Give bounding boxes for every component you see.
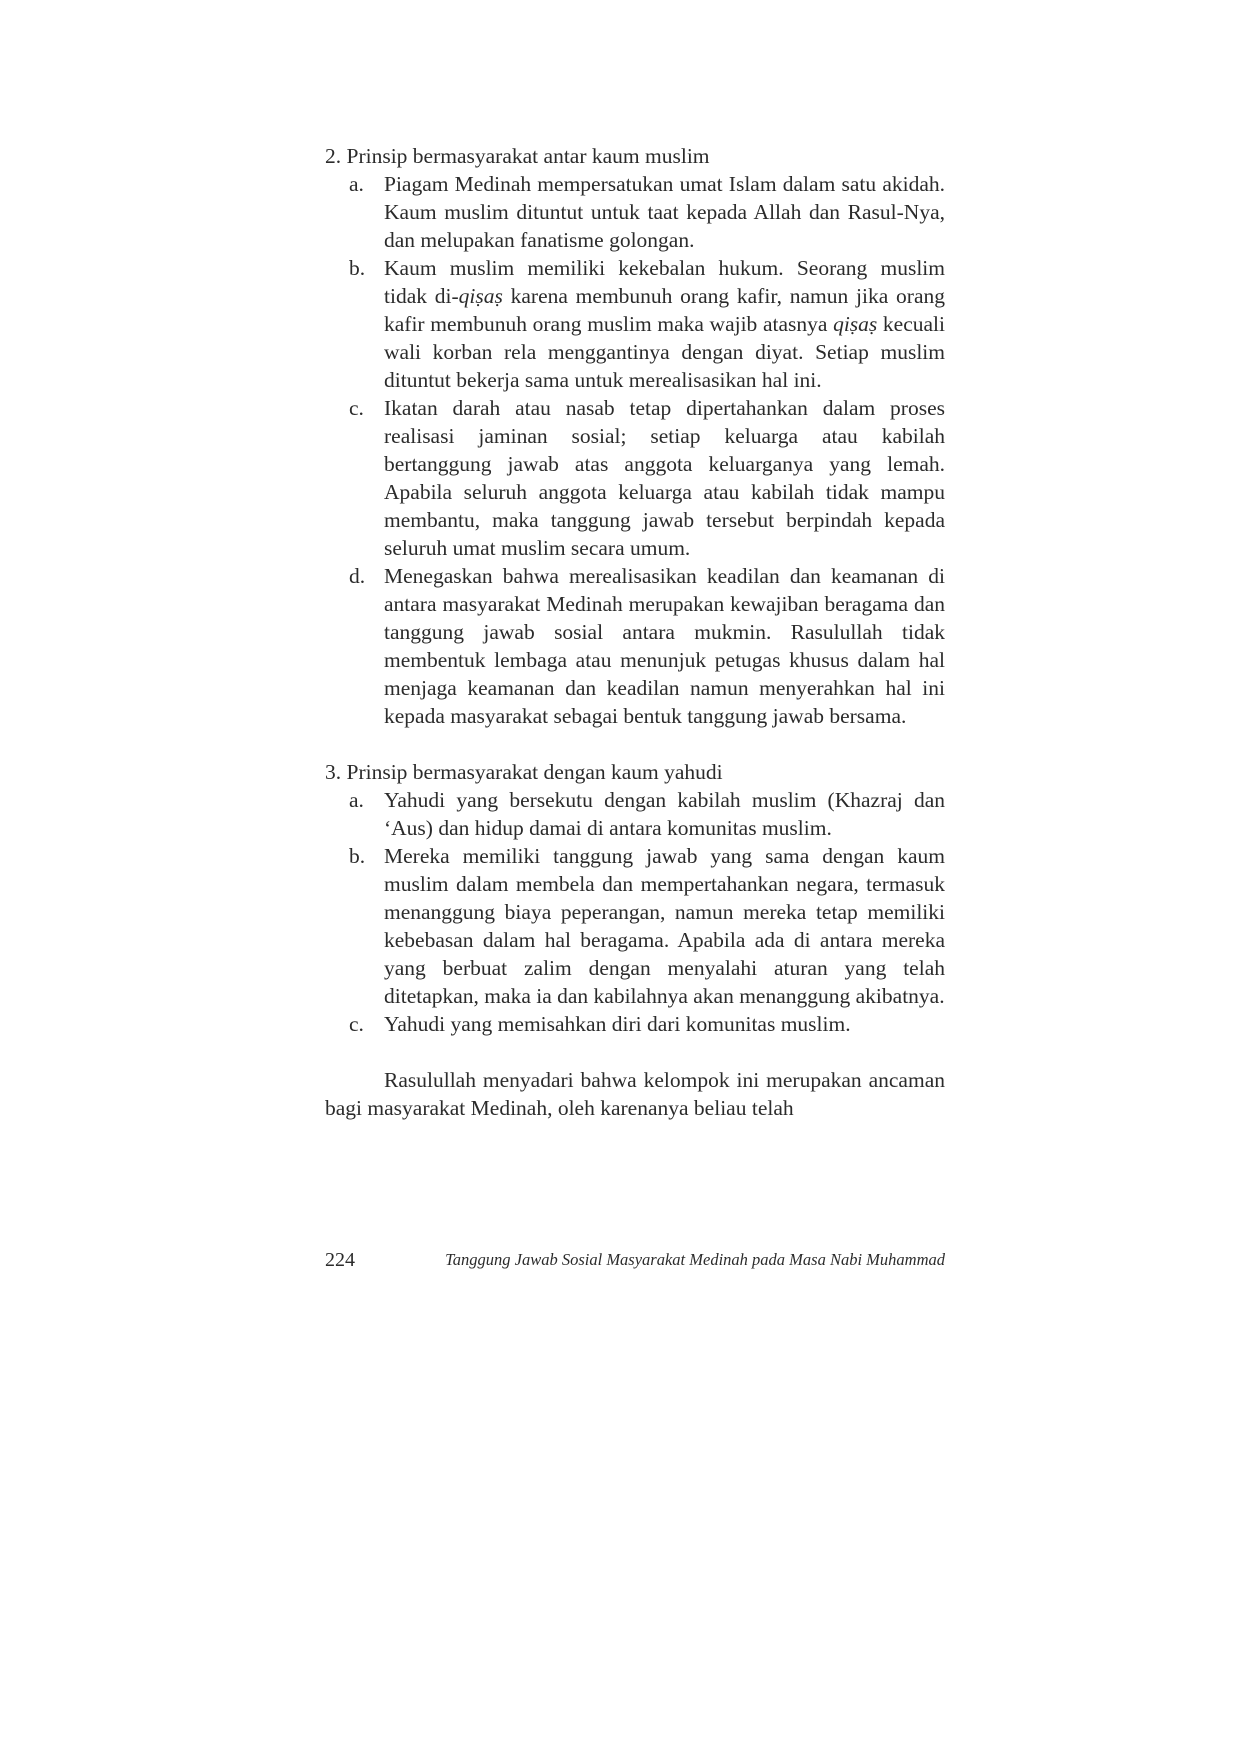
- list-item: [325, 1010, 945, 1038]
- italic-term: qiṣaṣ: [458, 284, 503, 308]
- section-heading: [325, 142, 945, 170]
- section-spacer: [325, 1038, 945, 1066]
- item-text: kecuali wali korban rela menggantinya dengan diyat. Setiap muslim dituntut bekerja sama untuk merealisasikan hal ini.: [384, 312, 945, 392]
- item-marker: b.: [349, 844, 366, 868]
- list-item: [325, 254, 945, 394]
- list-item: [325, 562, 945, 730]
- section-number: 3.: [325, 760, 342, 784]
- item-list: [325, 170, 945, 730]
- item-marker: d.: [349, 564, 366, 588]
- item-text: Mereka memiliki tanggung jawab yang sama dengan kaum muslim dalam membela dan mempertahankan negara, termasuk menanggung biaya peperangan, namun mereka tetap memiliki kebebasan dalam hal beragama. Apabila ada di antara mereka yang berbuat zalim dengan menyalahi aturan yang telah ditetapkan, maka ia dan kabilahnya akan menanggung akibatnya.: [384, 844, 945, 1008]
- list-item: [325, 786, 945, 842]
- list-item: [325, 170, 945, 254]
- page-footer: [325, 1246, 945, 1274]
- item-marker: a.: [349, 172, 364, 196]
- item-text: Menegaskan bahwa merealisasikan keadilan dan keamanan di antara masyarakat Medinah merupakan kewajiban beragama dan tanggung jawab sosial antara mukmin. Rasulullah tidak membentuk lembaga atau menunjuk petugas khusus dalam hal menjaga keamanan dan keadilan namun menyerahkan hal ini kepada masyarakat sebagai bentuk tanggung jawab bersama.: [384, 564, 945, 728]
- section-number: 2.: [325, 144, 342, 168]
- item-text: Yahudi yang memisahkan diri dari komunitas muslim.: [384, 1012, 851, 1036]
- section-2: [325, 142, 945, 730]
- item-marker: c.: [349, 1012, 364, 1036]
- page-body: [325, 142, 945, 1122]
- italic-term: qiṣaṣ: [833, 312, 878, 336]
- list-item: [325, 394, 945, 562]
- closing-paragraph: Rasulullah menyadari bahwa kelompok ini merupakan ancaman bagi masyarakat Medinah, oleh karenanya beliau telah: [325, 1068, 945, 1120]
- list-item: [325, 842, 945, 1010]
- item-marker: c.: [349, 396, 364, 420]
- section-title: Prinsip bermasyarakat dengan kaum yahudi: [346, 760, 723, 784]
- item-marker: a.: [349, 788, 364, 812]
- item-text: Ikatan darah atau nasab tetap dipertahankan dalam proses realisasi jaminan sosial; setiap keluarga atau kabilah bertanggung jawab atas anggota keluarganya yang lemah. Apabila seluruh anggota keluarga atau kabilah tidak mampu membantu, maka tanggung jawab tersebut berpindah kepada seluruh umat muslim secara umum.: [384, 396, 945, 560]
- item-text: Yahudi yang bersekutu dengan kabilah muslim (Khazraj dan ‘Aus) dan hidup damai di antara komunitas muslim.: [384, 788, 945, 840]
- item-text: Kaum muslim memiliki kekebalan hukum. Seorang muslim tidak di-: [384, 256, 945, 308]
- section-spacer: [325, 730, 945, 758]
- item-text: karena membunuh orang kafir, namun jika orang kafir membunuh orang muslim maka wajib atasnya: [384, 284, 945, 336]
- section-3: [325, 758, 945, 1038]
- item-list: [325, 786, 945, 1038]
- item-text: Piagam Medinah mempersatukan umat Islam dalam satu akidah. Kaum muslim dituntut untuk taat kepada Allah dan Rasul-Nya, dan melupakan fanatisme golongan.: [384, 172, 945, 252]
- section-heading: [325, 758, 945, 786]
- item-marker: b.: [349, 256, 366, 280]
- running-title: Tanggung Jawab Sosial Masyarakat Medinah pada Masa Nabi Muhammad: [445, 1250, 945, 1269]
- page-number: 224: [325, 1249, 355, 1271]
- section-title: Prinsip bermasyarakat antar kaum muslim: [346, 144, 710, 168]
